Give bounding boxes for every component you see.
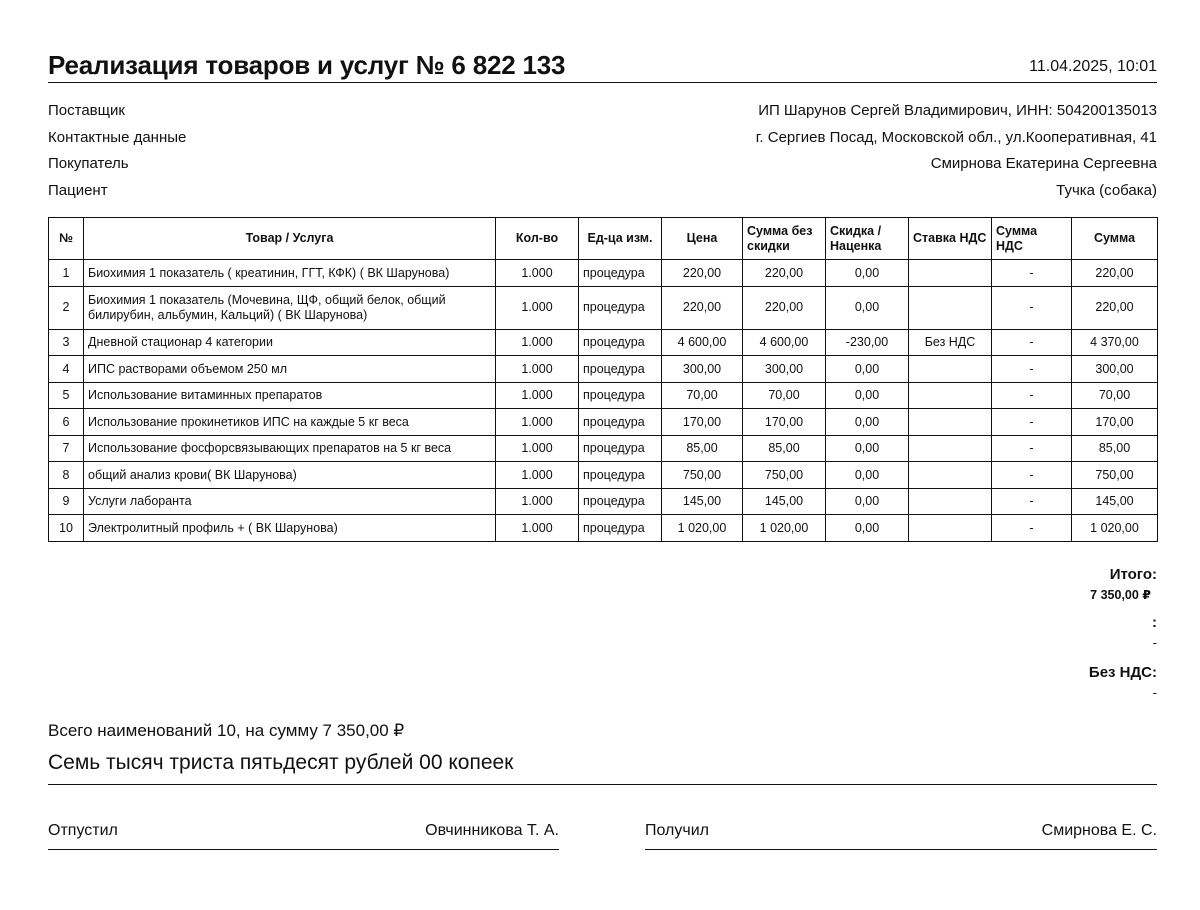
table-cell: Дневной стационар 4 категории: [84, 329, 496, 356]
table-cell: 220,00: [743, 260, 826, 287]
table-cell: 1 020,00: [1072, 515, 1158, 542]
document-header: [48, 50, 1157, 83]
total-value: 7 350,00 ₽: [1090, 588, 1151, 602]
table-cell: Использование витаминных препаратов: [84, 382, 496, 409]
column-header: Кол-во: [496, 218, 579, 260]
released-name: Овчинникова Т. А.: [425, 822, 559, 839]
table-cell: процедура: [579, 329, 662, 356]
info-value: ИП Шарунов Сергей Владимирович, ИНН: 504200135013: [758, 102, 1157, 119]
received-name: Смирнова Е. С.: [1041, 822, 1157, 839]
table-cell: 4 370,00: [1072, 329, 1158, 356]
table-cell: 0,00: [826, 356, 909, 383]
table-cell: -: [992, 462, 1072, 489]
divider: [48, 784, 1157, 785]
totals-block: [857, 566, 1157, 700]
info-label: Поставщик: [48, 102, 125, 119]
vat-value: -: [1152, 685, 1157, 700]
table-cell: 7: [49, 435, 84, 462]
table-cell: 170,00: [743, 409, 826, 436]
table-cell: 4: [49, 356, 84, 383]
table-cell: 85,00: [1072, 435, 1158, 462]
table-row: [49, 286, 1158, 329]
summary-amount-in-words: Семь тысяч триста пятьдесят рублей 00 копеек: [48, 751, 514, 774]
table-cell: 1 020,00: [743, 515, 826, 542]
table-cell: -: [992, 435, 1072, 462]
table-cell: 1: [49, 260, 84, 287]
blank-tax-value: -: [1152, 635, 1157, 650]
info-value: Тучка (собака): [1056, 181, 1157, 199]
table-cell: 85,00: [662, 435, 743, 462]
table-cell: -: [992, 488, 1072, 515]
table-cell: 6: [49, 409, 84, 436]
table-cell: 0,00: [826, 488, 909, 515]
page-title: Реализация товаров и услуг № 6 822 133: [48, 50, 566, 80]
table-cell: -: [992, 286, 1072, 329]
info-label: Покупатель: [48, 155, 129, 172]
table-cell: Использование фосфорсвязывающих препаратов на 5 кг веса: [84, 435, 496, 462]
table-cell: процедура: [579, 462, 662, 489]
document-datetime: 11.04.2025, 10:01: [1029, 58, 1157, 75]
table-cell: 2: [49, 286, 84, 329]
table-cell: 9: [49, 488, 84, 515]
received-label: Получил: [645, 822, 709, 839]
table-cell: 5: [49, 382, 84, 409]
table-cell: процедура: [579, 435, 662, 462]
table-row: [49, 409, 1158, 436]
table-cell: [909, 515, 992, 542]
table-cell: -: [992, 356, 1072, 383]
info-row-buyer: [48, 151, 1157, 178]
total-label: Итого:: [1109, 566, 1157, 583]
table-cell: 1.000: [496, 515, 579, 542]
table-cell: Электролитный профиль + ( ВК Шарунова): [84, 515, 496, 542]
table-cell: процедура: [579, 409, 662, 436]
table-cell: -: [992, 382, 1072, 409]
vat-label: Без НДС:: [1088, 664, 1157, 681]
table-cell: 1.000: [496, 409, 579, 436]
blank-tax-label: :: [1152, 614, 1157, 631]
table-cell: 0,00: [826, 435, 909, 462]
table-cell: 1.000: [496, 286, 579, 329]
table-cell: [909, 462, 992, 489]
table-row: [49, 462, 1158, 489]
table-cell: [909, 409, 992, 436]
table-cell: [909, 260, 992, 287]
table-cell: [909, 488, 992, 515]
table-row: [49, 329, 1158, 356]
table-cell: 300,00: [1072, 356, 1158, 383]
table-cell: 0,00: [826, 382, 909, 409]
table-cell: 0,00: [826, 260, 909, 287]
table-cell: 1.000: [496, 382, 579, 409]
info-value: Смирнова Екатерина Сергеевна: [930, 155, 1157, 172]
table-cell: 4 600,00: [662, 329, 743, 356]
table-cell: 0,00: [826, 462, 909, 489]
table-cell: процедура: [579, 260, 662, 287]
table-row: [49, 488, 1158, 515]
table-cell: [909, 435, 992, 462]
table-row: [49, 382, 1158, 409]
table-cell: 750,00: [662, 462, 743, 489]
table-cell: 0,00: [826, 286, 909, 329]
table-cell: процедура: [579, 515, 662, 542]
table-row: [49, 515, 1158, 542]
table-cell: 1.000: [496, 260, 579, 287]
table-cell: 1.000: [496, 462, 579, 489]
table-cell: 145,00: [662, 488, 743, 515]
table-cell: 10: [49, 515, 84, 542]
table-cell: 145,00: [1072, 488, 1158, 515]
table-cell: -230,00: [826, 329, 909, 356]
table-cell: 220,00: [1072, 260, 1158, 287]
column-header: Ставка НДС: [909, 218, 992, 260]
table-cell: 1.000: [496, 329, 579, 356]
table-cell: 220,00: [662, 260, 743, 287]
info-row-patient: [48, 178, 1157, 205]
table-cell: процедура: [579, 488, 662, 515]
table-cell: процедура: [579, 286, 662, 329]
table-cell: 0,00: [826, 515, 909, 542]
table-cell: -: [992, 515, 1072, 542]
table-cell: 300,00: [743, 356, 826, 383]
party-info: [48, 98, 1157, 204]
column-header: Товар / Услуга: [84, 218, 496, 260]
table-cell: ИПС растворами объемом 250 мл: [84, 356, 496, 383]
items-table: [48, 217, 1158, 542]
table-cell: 85,00: [743, 435, 826, 462]
info-row-supplier: [48, 98, 1157, 125]
items-table-body: [49, 260, 1158, 542]
table-cell: [909, 356, 992, 383]
column-header: Скидка / Наценка: [826, 218, 909, 260]
info-label: Пациент: [48, 181, 108, 199]
signature-received: [645, 820, 1157, 850]
table-cell: 170,00: [662, 409, 743, 436]
info-row-contacts: [48, 125, 1157, 152]
table-cell: процедура: [579, 382, 662, 409]
table-cell: 70,00: [1072, 382, 1158, 409]
table-cell: Биохимия 1 показатель (Мочевина, ЩФ, общий белок, общий билирубин, альбумин, Кальций) ( ВК Шарунова): [84, 286, 496, 329]
table-cell: 1 020,00: [662, 515, 743, 542]
column-header: Ед-ца изм.: [579, 218, 662, 260]
table-cell: 4 600,00: [743, 329, 826, 356]
column-header: Сумма без скидки: [743, 218, 826, 260]
table-cell: процедура: [579, 356, 662, 383]
column-header: Сумма НДС: [992, 218, 1072, 260]
table-cell: -: [992, 260, 1072, 287]
table-cell: 220,00: [743, 286, 826, 329]
table-cell: 750,00: [1072, 462, 1158, 489]
column-header: Цена: [662, 218, 743, 260]
table-cell: общий анализ крови( ВК Шарунова): [84, 462, 496, 489]
column-header: Сумма: [1072, 218, 1158, 260]
info-label: Контактные данные: [48, 128, 187, 146]
table-cell: Биохимия 1 показатель ( креатинин, ГГТ, КФК) ( ВК Шарунова): [84, 260, 496, 287]
table-cell: 8: [49, 462, 84, 489]
table-cell: [909, 382, 992, 409]
table-cell: Использование прокинетиков ИПС на каждые 5 кг веса: [84, 409, 496, 436]
table-cell: 3: [49, 329, 84, 356]
table-cell: 70,00: [743, 382, 826, 409]
table-cell: 750,00: [743, 462, 826, 489]
table-cell: 0,00: [826, 409, 909, 436]
column-header: №: [49, 218, 84, 260]
info-value: г. Сергиев Посад, Московской обл., ул.Кооперативная, 41: [755, 128, 1157, 146]
table-row: [49, 356, 1158, 383]
summary-count: Всего наименований 10, на сумму 7 350,00 ₽: [48, 721, 405, 740]
table-cell: 1.000: [496, 356, 579, 383]
table-cell: 220,00: [662, 286, 743, 329]
table-cell: Услуги лаборанта: [84, 488, 496, 515]
table-cell: -: [992, 409, 1072, 436]
table-row: [49, 435, 1158, 462]
table-cell: 1.000: [496, 435, 579, 462]
table-cell: 220,00: [1072, 286, 1158, 329]
signature-released: [48, 820, 559, 850]
table-cell: -: [992, 329, 1072, 356]
table-cell: 145,00: [743, 488, 826, 515]
table-cell: 1.000: [496, 488, 579, 515]
table-cell: [909, 286, 992, 329]
table-cell: 300,00: [662, 356, 743, 383]
table-cell: 170,00: [1072, 409, 1158, 436]
table-cell: Без НДС: [909, 329, 992, 356]
table-header-row: [49, 218, 1158, 260]
released-label: Отпустил: [48, 822, 118, 839]
table-cell: 70,00: [662, 382, 743, 409]
table-row: [49, 260, 1158, 287]
